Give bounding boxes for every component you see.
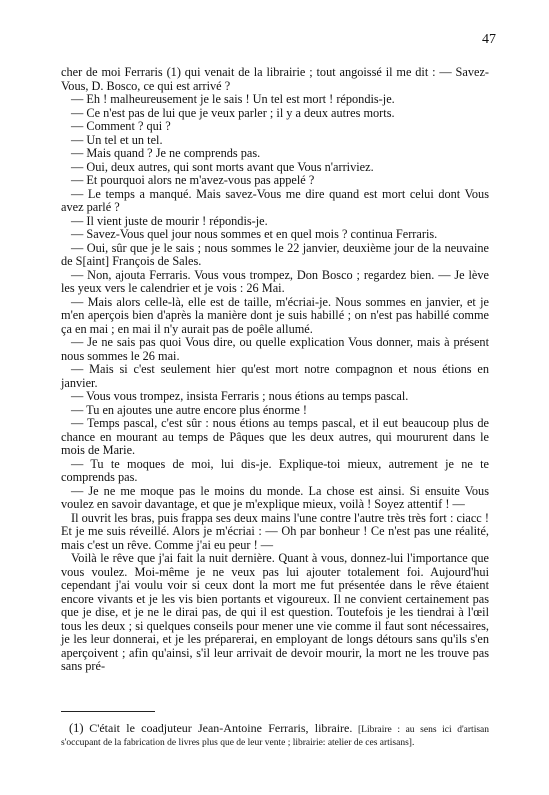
paragraph: — Et pourquoi alors ne m'avez-vous pas appelé ? [71, 173, 315, 187]
footnote-marker: (1) [69, 721, 84, 735]
paragraph: — Ce n'est pas de lui que je veux parler ; il y a deux autres morts. [71, 105, 395, 120]
paragraph: — Tu te moques de moi, lui dis-je. Explique-toi mieux, autrement je ne te comprends pas. [61, 456, 489, 484]
paragraph: — Je ne sais pas quoi Vous dire, ou quelle explication Vous donner, mais à présent nous sommes le 26 mai. [61, 335, 489, 363]
paragraph: — Vous vous trompez, insista Ferraris ; nous étions au temps pascal. [71, 389, 409, 403]
paragraph: — Un tel et un tel. [71, 132, 163, 147]
footnote [61, 722, 489, 749]
paragraph: — Tu en ajoutes une autre encore plus énorme ! [71, 402, 307, 417]
footnote-lead: C'était le coadjuteur Jean-Antoine Ferraris, libraire. [89, 721, 353, 735]
paragraph: — Comment ? qui ? [71, 119, 171, 133]
paragraph: — Eh ! malheureusement je le sais ! Un tel est mort ! répondis-je. [71, 92, 395, 106]
paragraph: — Savez-Vous quel jour nous sommes et en quel mois ? continua Ferraris. [71, 227, 438, 241]
paragraph: — Je ne me moque pas le moins du monde. La chose est ainsi. Si ensuite Vous voulez en savoir davantage, et que je m'explique mieux, voilà ! Soyez attentif ! — [61, 483, 489, 511]
paragraph: — Temps pascal, c'est sûr : nous étions au temps pascal, et il eut beaucoup plus de chance en mourant au temps de Pâques que les deux autres, qui moururent dans le mois de Marie. [61, 416, 489, 457]
paragraph: Voilà le rêve que j'ai fait la nuit dernière. Quant à vous, donnez-lui l'importance que vous voulez. Moi-même je ne veux pas lui ajouter totalement foi. Aujourd'hui cependant j'ai voulu voir si ceux dont la mort me fut présentée dans le rêve étaient encore vivants et je les vis bien portants et vigoureux. Il ne convient certainement pas que je dise, et je ne le dirai pas, de qui il est question. Toutefois je les tiendrai à l'œil tous les deux ; si quelques conseils pour mener une vie comme il faut sont nécessaires, je les leur donnerai, et je les préparerai, en employant de longs détours sans qu'ils s'en aperçoivent ; afin qu'ainsi, s'il leur arrivait de devoir mourir, la mort ne les trouve pas sans pré- [61, 551, 489, 673]
page-number: 47 [482, 32, 496, 47]
footnote-divider [61, 711, 155, 712]
paragraph: — Oui, deux autres, qui sont morts avant que Vous n'arriviez. [71, 159, 374, 174]
footnote-note: [Libraire : au sens ici d'artisan s'occupant de la fabrication de livres plus que de leur vente ; librairie: atelier de ces artisans]. [61, 725, 490, 748]
paragraph: — Il vient juste de mourir ! répondis-je. [71, 213, 268, 228]
paragraph: — Non, ajouta Ferraris. Vous vous trompez, Don Bosco ; regardez bien. — Je lève les yeux vers le calendrier et je vois : 26 Mai. [61, 267, 489, 295]
body-text [61, 66, 489, 674]
paragraph: — Mais si c'est seulement hier qu'est mort notre compagnon et nous étions en janvier. [61, 362, 489, 390]
paragraph: — Oui, sûr que je le sais ; nous sommes le 22 janvier, deuxième jour de la neuvaine de S[aint] François de Sales. [61, 240, 489, 268]
paragraph: Il ouvrit les bras, puis frappa ses deux mains l'une contre l'autre très très fort : ciacc ! Et je me suis réveillé. Alors je m'écriai : — Oh par bonheur ! Ce n'est pas une réalité, mais c'est un rêve. Comme j'ai eu peur ! — [61, 510, 489, 552]
paragraph: — Mais alors celle-là, elle est de taille, m'écriai-je. Nous sommes en janvier, et je m'en aperçois bien d'après la manière dont je suis habillé ; on n'est pas habillé comme ça en mai ; en mai il n'y aurait pas de poêle allumé. [61, 294, 489, 336]
paragraph: — Mais quand ? Je ne comprends pas. [71, 146, 261, 160]
paragraph: — Le temps a manqué. Mais savez-Vous me dire quand est mort celui dont Vous avez parlé ? [61, 186, 489, 214]
paragraph: cher de moi Ferraris (1) qui venait de la librairie ; tout angoissé il me dit : — Savez-Vous, D. Bosco, ce qui est arrivé ? [61, 65, 489, 93]
